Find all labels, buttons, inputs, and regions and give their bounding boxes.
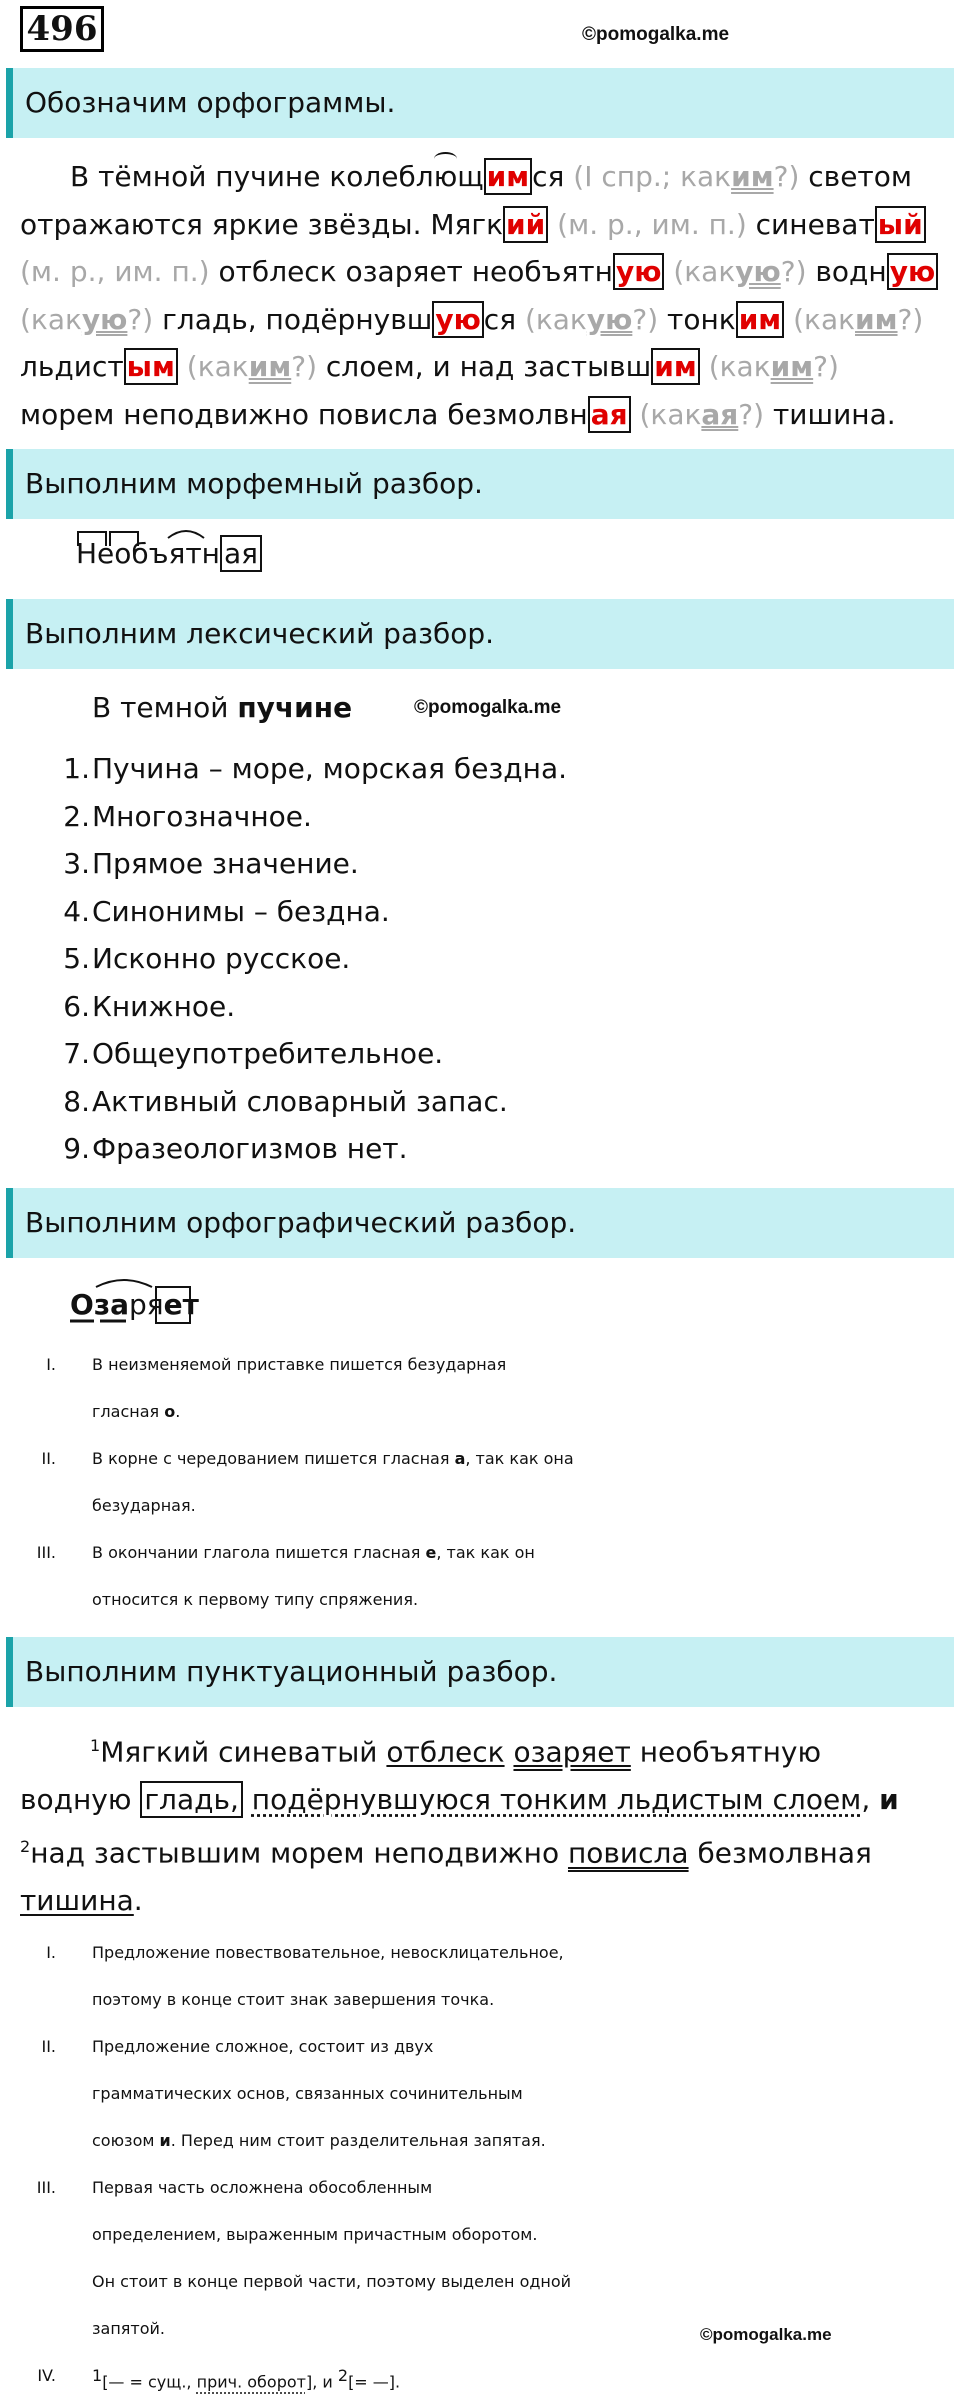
lexical-phrase: В темной пучине	[92, 691, 353, 724]
orthographic-word: Озаряет	[70, 1287, 199, 1323]
list-item-number: 8.	[63, 1084, 90, 1118]
section-orthograms: Обозначим орфограммы.	[6, 68, 954, 138]
lexical-list	[0, 752, 960, 1182]
list-item-text: Прямое значение.	[92, 847, 359, 880]
section-punctuation: Выполним пунктуационный разбор.	[6, 1637, 954, 1707]
punctuation-paragraph: $^1$Мягкий синеватый отблеск озаряет необъятную водную гладь, подёрнувшуюся тонким льдистым слоем, и $^2$над застывшим морем неподвижно повисла безмолвная тишина.	[20, 1735, 899, 1918]
section-orthographic: Выполним орфографический разбор.	[6, 1188, 954, 1258]
exercise-number: 496	[20, 6, 104, 52]
list-item-number: 6.	[63, 989, 90, 1023]
list-item-number: 1.	[63, 752, 90, 785]
punctuation-list: I. Предложение повествовательное, невосклицательное, поэтому в конце стоит знак завершения точка. II. Предложение сложное, состоит из двух грамматических основ, связанных сочинительным союзом и. Перед ним стоит разделительная запятая. III. Первая часть осложнена обособленным определением, выраженным причастным оборотом. Он стоит в конце первой части, поэтому выделен одной запятой. IV. $^1$[— = сущ., прич. оборот], и $^2$[= —].	[36, 1943, 572, 2392]
list-item-text: Многозначное.	[92, 799, 312, 833]
orthographic-marks	[70, 1275, 200, 1335]
list-item-text: Книжное.	[92, 989, 236, 1023]
list-item-number: 9.	[63, 1132, 90, 1165]
list-item-number: 5.	[63, 942, 90, 975]
list-item-number: 3.	[63, 847, 90, 880]
orthograms-paragraph: В тёмной пучине колеблющ им ся (I спр.; каким?) светом отражаются яркие звёзды. Мягк ий (м. р., им. п.) синеват ый (м. р., им. п.) отблеск озаряет необъятн ую (какую?) водн ую (какую?) гладь, подёрнувш ую ся (какую?) тонк им (каким?) льдист ым (каким?) слоем, и над застывш им (каким?) морем неподвижно повисла безмолвн ая (какая?) тишина.	[20, 153, 945, 438]
list-item-text: Синонимы – бездна.	[92, 894, 390, 928]
orthographic-list: I. В неизменяемой приставке пишется безударная гласная о. II. В корне с чередованием пишется гласная а, так как она безударная. III. В окончании глагола пишется гласная е, так как он относится к первому типу спряжения.	[36, 1355, 574, 1609]
list-item-text: Исконно русское.	[92, 942, 351, 975]
list-item-number: 2.	[63, 799, 90, 833]
list-item-number: 4.	[63, 894, 90, 928]
watermark-2: ©pomogalka.me	[414, 697, 562, 718]
watermark: ©pomogalka.me	[582, 24, 730, 45]
section-morphemic: Выполним морфемный разбор.	[6, 449, 954, 519]
morpheme-marks	[76, 524, 212, 564]
morphemic-word: Необъятн ая	[76, 536, 262, 572]
list-item-text: Пучина – море, морская бездна.	[92, 752, 568, 785]
list-item-text: Общеупотребительное.	[92, 1037, 444, 1070]
watermark-3: ©pomogalka.me	[700, 2325, 832, 2344]
list-item-text: Фразеологизмов нет.	[92, 1132, 408, 1165]
list-item-number: 7.	[63, 1037, 90, 1070]
section-lexical: Выполним лексический разбор.	[6, 599, 954, 669]
list-item-text: Активный словарный запас.	[92, 1084, 508, 1118]
